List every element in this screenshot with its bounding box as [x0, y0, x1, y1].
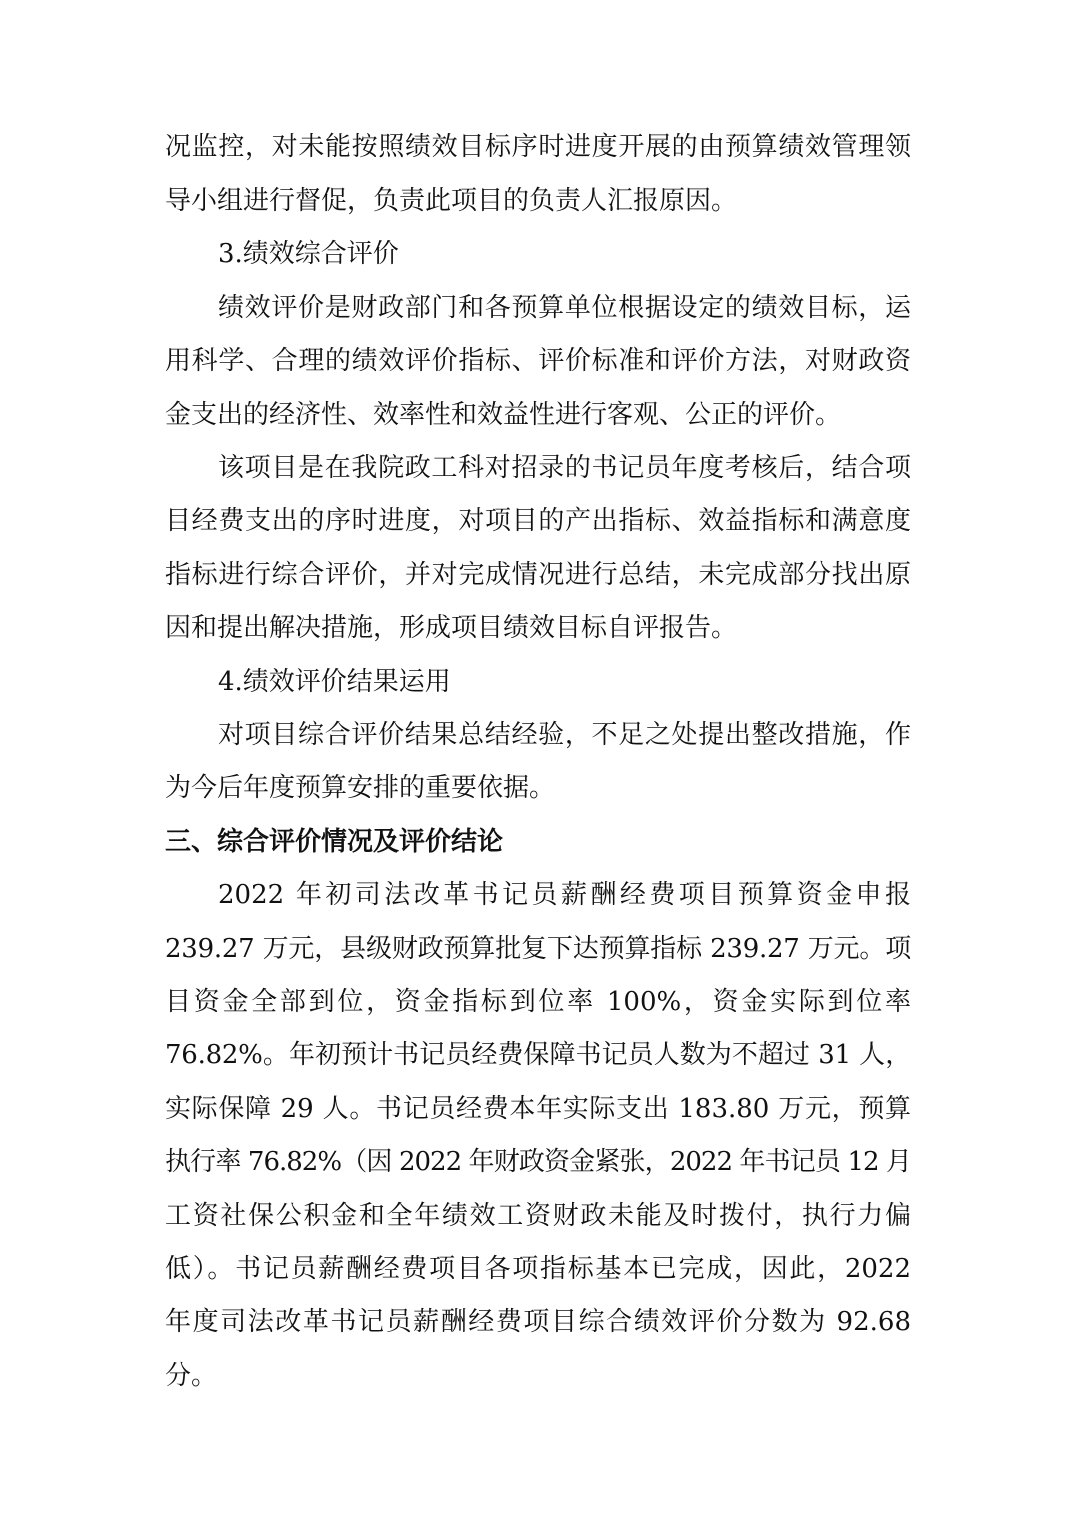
paragraph-line: 金支出的经济性、效率性和效益性进行客观、公正的评价。 [165, 400, 842, 430]
paragraph-line: 为今后年度预算安排的重要依据。 [165, 773, 556, 803]
paragraph-line: 因和提出解决措施，形成项目绩效目标自评报告。 [165, 613, 738, 643]
paragraph-line: 绩效评价是财政部门和各预算单位根据设定的绩效目标，运 [218, 293, 911, 323]
subsection-title: 4.绩效评价结果运用 [218, 667, 451, 697]
paragraph-line: 239.27 万元，县级财政预算批复下达预算指标 239.27 万元。项 [165, 934, 911, 964]
paragraph-line: 实际保障 29 人。书记员经费本年实际支出 183.80 万元，预算 [165, 1094, 911, 1124]
paragraph-line: 分。 [165, 1361, 218, 1391]
paragraph-line: 年度司法改革书记员薪酬经费项目综合绩效评价分数为 92.68 [165, 1307, 911, 1337]
paragraph-line: 导小组进行督促，负责此项目的负责人汇报原因。 [165, 186, 738, 216]
paragraph-line: 执行率 76.82%（因 2022 年财政资金紧张，2022 年书记员 12 月 [165, 1147, 911, 1177]
paragraph-line: 工资社保公积金和全年绩效工资财政未能及时拨付，执行力偏 [165, 1201, 911, 1231]
section-heading: 三、综合评价情况及评价结论 [165, 827, 504, 857]
paragraph-line: 该项目是在我院政工科对招录的书记员年度考核后，结合项 [218, 453, 911, 483]
subsection-title: 3.绩效综合评价 [218, 239, 399, 269]
paragraph-line: 低）。书记员薪酬经费项目各项指标基本已完成，因此，2022 [165, 1254, 911, 1284]
paragraph-line: 76.82%。年初预计书记员经费保障书记员人数为不超过 31 人， [165, 1040, 911, 1070]
paragraph-line: 对项目综合评价结果总结经验，不足之处提出整改措施，作 [218, 720, 911, 750]
paragraph-line: 指标进行综合评价，并对完成情况进行总结，未完成部分找出原 [165, 560, 911, 590]
paragraph-line: 2022 年初司法改革书记员薪酬经费项目预算资金申报 [218, 880, 911, 910]
paragraph-line: 目经费支出的序时进度，对项目的产出指标、效益指标和满意度 [165, 506, 911, 536]
paragraph-line: 况监控，对未能按照绩效目标序时进度开展的由预算绩效管理领 [165, 132, 911, 162]
paragraph-line: 用科学、合理的绩效评价指标、评价标准和评价方法，对财政资 [165, 346, 911, 376]
paragraph-line: 目资金全部到位，资金指标到位率 100%，资金实际到位率 [165, 987, 911, 1017]
